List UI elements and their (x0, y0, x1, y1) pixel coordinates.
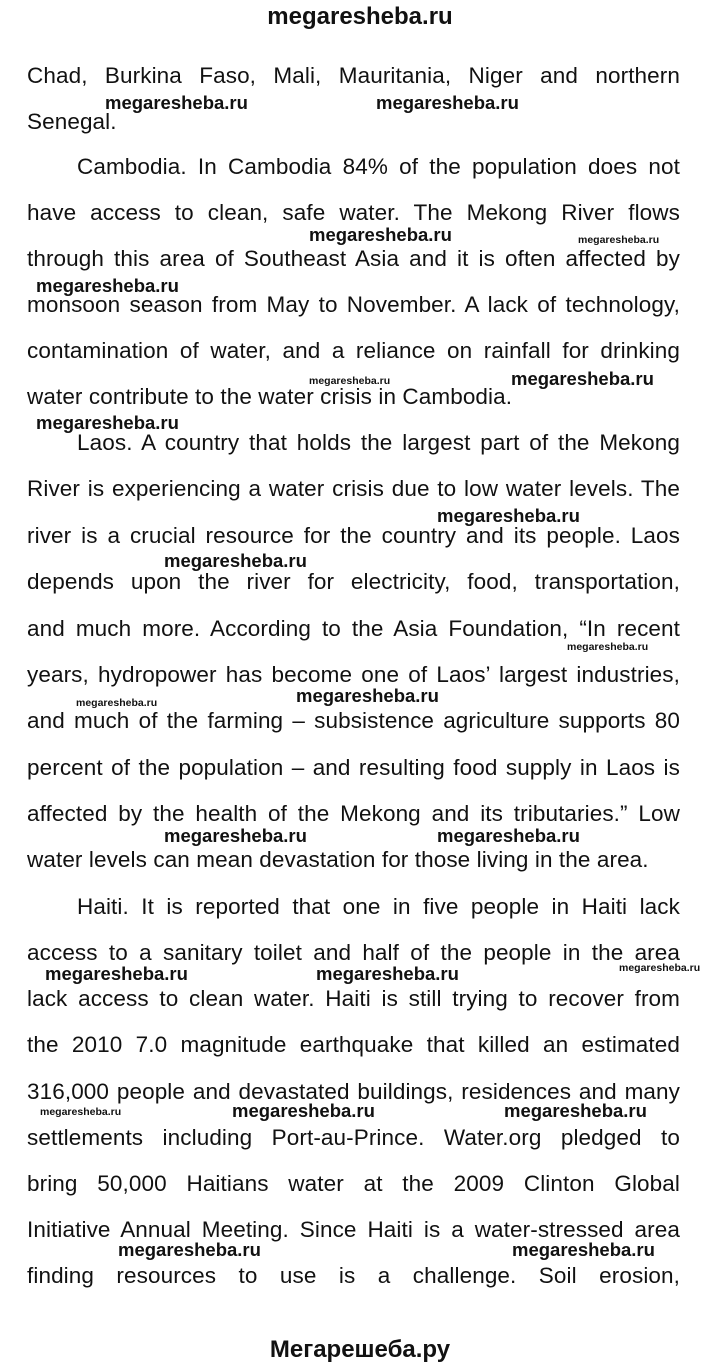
text-line: River is experiencing a water crisis due to low water levels. The (27, 476, 680, 501)
text-line: settlements including Port-au-Prince. Water.org pledged to (27, 1125, 680, 1150)
text-line: lack access to clean water. Haiti is still trying to recover from (27, 986, 680, 1011)
text-line: access to a sanitary toilet and half of the people in the area (27, 940, 680, 965)
text-line: Chad, Burkina Faso, Mali, Mauritania, Niger and northern (27, 63, 680, 88)
text-line: 316,000 people and devastated buildings, residences and many (27, 1079, 680, 1104)
text-line: years, hydropower has become one of Laos’ largest industries, (27, 662, 680, 687)
watermark: megaresheba.ru (376, 92, 519, 113)
text-line: the 2010 7.0 magnitude earthquake that killed an estimated (27, 1032, 680, 1057)
text-line: through this area of Southeast Asia and it is often affected by (27, 246, 680, 271)
watermark: megaresheba.ru (118, 1239, 261, 1260)
text-line: monsoon season from May to November. A lack of technology, (27, 292, 680, 317)
text-line: Initiative Annual Meeting. Since Haiti is a water-stressed area (27, 1217, 680, 1242)
text-line: Senegal. (27, 109, 117, 134)
watermark: megaresheba.ru (512, 1239, 655, 1260)
watermark: megaresheba.ru (76, 697, 158, 709)
watermark: megaresheba.ru (309, 375, 391, 387)
watermark: megaresheba.ru (504, 1100, 647, 1121)
text-line: river is a crucial resource for the country and its people. Laos (27, 523, 680, 548)
watermark: megaresheba.ru (619, 962, 701, 974)
text-line: percent of the population – and resulting food supply in Laos is (27, 755, 680, 780)
text-line: finding resources to use is a challenge. Soil erosion, (27, 1263, 680, 1288)
paragraph-cambodia: Cambodia. In Cambodia 84% of the population does not (77, 154, 680, 179)
site-header: megaresheba.ru (267, 3, 453, 30)
site-footer: Мегарешеба.ру (269, 1336, 451, 1363)
watermark: megaresheba.ru (232, 1100, 375, 1121)
text-line: contamination of water, and a reliance on rainfall for drinking (27, 338, 680, 363)
text-line: affected by the health of the Mekong and its tributaries.” Low (27, 801, 680, 826)
text-line: and much more. According to the Asia Foundation, “In recent (27, 616, 680, 641)
watermark: megaresheba.ru (296, 685, 439, 706)
watermark: megaresheba.ru (578, 234, 660, 246)
watermark: megaresheba.ru (437, 505, 580, 526)
watermark: megaresheba.ru (105, 92, 248, 113)
paragraph-haiti: Haiti. It is reported that one in five people in Haiti lack (77, 894, 680, 919)
text-line: water levels can mean devastation for those living in the area. (27, 847, 649, 872)
watermark: megaresheba.ru (511, 368, 654, 389)
text-line: bring 50,000 Haitians water at the 2009 Clinton Global (27, 1171, 680, 1196)
watermark: megaresheba.ru (164, 825, 307, 846)
watermark: megaresheba.ru (437, 825, 580, 846)
watermark: megaresheba.ru (309, 224, 452, 245)
watermark: megaresheba.ru (36, 412, 179, 433)
text-line: and much of the farming – subsistence agriculture supports 80 (27, 708, 680, 733)
watermark: megaresheba.ru (164, 550, 307, 571)
text-line: have access to clean, safe water. The Mekong River flows (27, 200, 680, 225)
paragraph-laos: Laos. A country that holds the largest part of the Mekong (77, 430, 680, 455)
text-line: depends upon the river for electricity, food, transportation, (27, 569, 680, 594)
text-line: water contribute to the water crisis in Cambodia. (27, 384, 513, 409)
watermark: megaresheba.ru (36, 275, 179, 296)
watermark: megaresheba.ru (45, 963, 188, 984)
watermark: megaresheba.ru (567, 641, 649, 653)
watermark: megaresheba.ru (40, 1106, 122, 1118)
watermark: megaresheba.ru (316, 963, 459, 984)
